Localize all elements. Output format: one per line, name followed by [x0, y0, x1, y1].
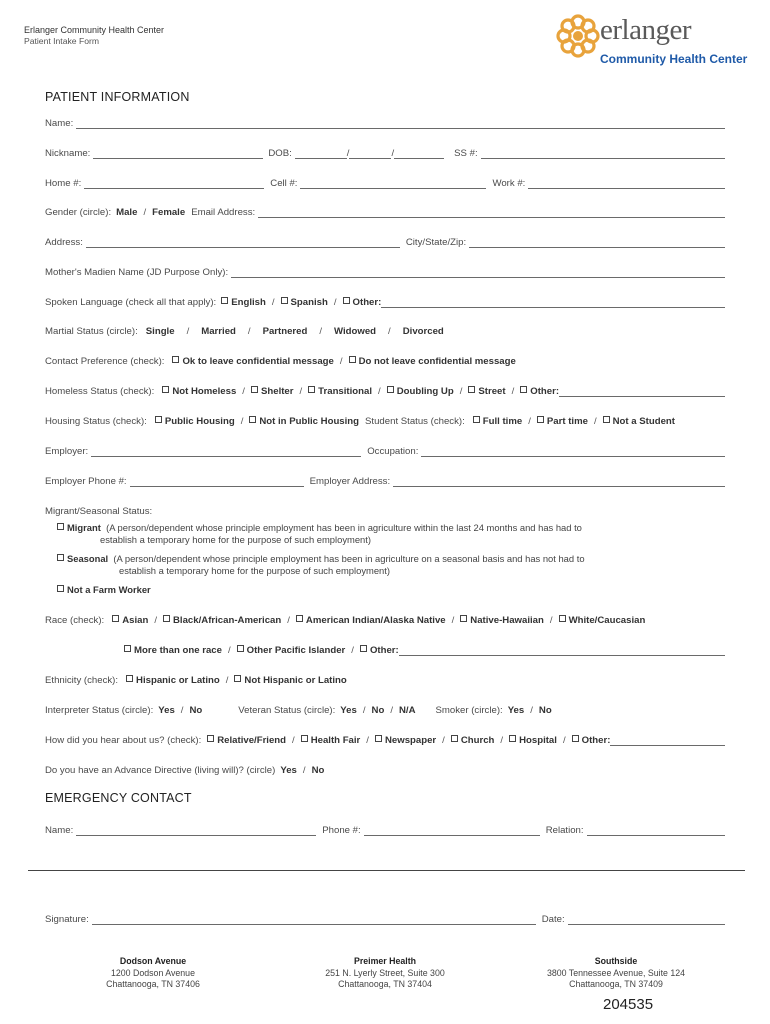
- advance-yes[interactable]: Yes: [280, 765, 297, 776]
- language-other-field[interactable]: [381, 297, 725, 308]
- not-student-text: Not a Student: [612, 416, 675, 427]
- marital-label: Martial Status (circle):: [45, 326, 138, 337]
- separator: /: [240, 416, 244, 427]
- row-name: [45, 115, 725, 129]
- separator: /: [292, 735, 295, 746]
- homeless-other[interactable]: [520, 386, 559, 397]
- separator: /: [319, 326, 323, 337]
- housing-public[interactable]: [155, 416, 235, 427]
- race-native-hawaiian[interactable]: [460, 615, 544, 626]
- shelter-text: Shelter: [260, 386, 294, 397]
- street-text: Street: [478, 386, 506, 397]
- hospital-text: Hospital: [519, 735, 557, 746]
- newspaper-text: Newspaper: [384, 735, 437, 746]
- cell-label: Cell #:: [270, 178, 298, 189]
- race-label: Race (check):: [45, 615, 105, 626]
- checkbox-icon: [163, 615, 170, 622]
- location-name: Dodson Avenue: [119, 956, 187, 966]
- checkbox-icon: [207, 735, 214, 742]
- veteran-na[interactable]: N/A: [398, 705, 416, 716]
- race-black[interactable]: [163, 615, 281, 626]
- location-city: Chattanooga, TN 37406: [106, 979, 200, 989]
- not-homeless-text: Not Homeless: [172, 386, 237, 397]
- language-english[interactable]: [221, 297, 266, 308]
- footer-location-dodson: [83, 956, 223, 991]
- footer-location-preimer: [305, 956, 465, 991]
- separator: /: [378, 386, 381, 397]
- marital-divorced[interactable]: Divorced: [402, 326, 444, 337]
- checkbox-icon: [57, 554, 64, 561]
- part-time-text: Part time: [546, 416, 588, 427]
- checkbox-icon: [375, 735, 382, 742]
- row-referral: [45, 732, 725, 746]
- ec-phone-field[interactable]: [364, 825, 540, 836]
- mothers-name-label: Mother's Madien Name (JD Purpose Only):: [45, 267, 229, 278]
- row-marital: [45, 323, 725, 337]
- separator: /: [227, 645, 231, 656]
- doubling-text: Doubling Up: [396, 386, 454, 397]
- checkbox-icon: [473, 416, 480, 423]
- employer-phone-field[interactable]: [130, 476, 304, 487]
- not-public-text: Not in Public Housing: [259, 416, 360, 427]
- checkbox-icon: [308, 386, 315, 393]
- advance-no[interactable]: No: [311, 765, 325, 776]
- veteran-label: Veteran Status (circle):: [238, 705, 336, 716]
- separator: /: [451, 615, 455, 626]
- form-name: Patient Intake Form: [24, 36, 99, 46]
- org-name: Erlanger Community Health Center: [24, 25, 165, 35]
- veteran-yes[interactable]: Yes: [340, 705, 357, 716]
- checkbox-icon: [237, 645, 244, 652]
- city-label: City/State/Zip:: [405, 237, 467, 248]
- referral-health-fair[interactable]: [301, 735, 361, 746]
- checkbox-icon: [251, 386, 258, 393]
- checkbox-icon: [520, 386, 527, 393]
- language-other[interactable]: [343, 297, 382, 308]
- separator: /: [593, 416, 597, 427]
- separator: /: [500, 735, 504, 746]
- work-label: Work #:: [492, 178, 526, 189]
- employer-phone-label: Employer Phone #:: [45, 476, 127, 487]
- homeless-street[interactable]: [468, 386, 505, 397]
- student-part[interactable]: [537, 416, 588, 427]
- checkbox-icon: [281, 297, 288, 304]
- separator: /: [242, 386, 245, 397]
- referral-relative[interactable]: [207, 735, 286, 746]
- dob-label: DOB:: [268, 148, 292, 159]
- occupation-field[interactable]: [421, 446, 725, 457]
- employer-address-label: Employer Address:: [309, 476, 391, 487]
- checkbox-icon: [509, 735, 516, 742]
- separator: /: [362, 705, 366, 716]
- migrant-definition-1: (A person/dependent whose principle employment has been in agriculture within the last 24 months and has had to: [106, 522, 582, 533]
- location-address: 3800 Tennessee Avenue, Suite 124: [546, 967, 686, 978]
- homeless-transitional[interactable]: [308, 386, 372, 397]
- checkbox-icon: [360, 645, 367, 652]
- checkbox-icon: [162, 386, 169, 393]
- checkbox-icon: [301, 735, 308, 742]
- gender-female[interactable]: Female: [152, 207, 186, 218]
- separator: /: [528, 416, 531, 427]
- ec-relation-label: Relation:: [545, 825, 584, 836]
- housing-label: Housing Status (check):: [45, 416, 147, 427]
- separator: /: [339, 356, 343, 367]
- email-field[interactable]: [258, 207, 725, 218]
- student-not[interactable]: [603, 416, 675, 427]
- not-farm-text: Not a Farm Worker: [67, 584, 151, 595]
- signature-field[interactable]: [92, 914, 536, 925]
- checkbox-icon: [537, 416, 544, 423]
- checkbox-icon: [172, 356, 179, 363]
- checkbox-icon: [468, 386, 475, 393]
- row-race-2: [124, 642, 725, 656]
- gender-label: Gender (circle):: [45, 207, 112, 218]
- ec-name-field[interactable]: [76, 825, 316, 836]
- homeless-doubling[interactable]: [387, 386, 454, 397]
- row-advance-directive: [45, 762, 725, 776]
- race-more[interactable]: [124, 645, 222, 656]
- race-other-field[interactable]: [399, 645, 725, 656]
- separator: /: [442, 735, 445, 746]
- location-city: Chattanooga, TN 37409: [569, 979, 663, 989]
- referral-church[interactable]: [451, 735, 495, 746]
- marital-partnered[interactable]: Partnered: [262, 326, 308, 337]
- logo-wordmark: erlanger: [600, 14, 691, 46]
- checkbox-icon: [349, 356, 356, 363]
- mothers-name-field[interactable]: [231, 267, 725, 278]
- row-nickname: [45, 145, 725, 159]
- seasonal-option[interactable]: [57, 553, 717, 577]
- ss-field[interactable]: [481, 148, 725, 159]
- ok-leave-text: Ok to leave confidential message: [182, 356, 334, 367]
- contact-ok[interactable]: [172, 356, 333, 367]
- section-patient-info: PATIENT INFORMATION: [45, 90, 190, 104]
- contact-label: Contact Preference (check):: [45, 356, 165, 367]
- separator: /: [225, 675, 229, 686]
- location-address: 251 N. Lyerly Street, Suite 300: [325, 967, 445, 978]
- location-name: Southside: [594, 956, 638, 966]
- gender-male[interactable]: Male: [116, 207, 138, 218]
- row-phones: [45, 175, 725, 189]
- homeless-label: Homeless Status (check):: [45, 386, 155, 397]
- white-text: White/Caucasian: [568, 615, 646, 626]
- separator: /: [302, 765, 306, 776]
- native-hawaiian-text: Native-Hawaiian: [470, 615, 544, 626]
- erlanger-logo: [556, 12, 756, 70]
- smoker-label: Smoker (circle):: [435, 705, 503, 716]
- interpreter-yes[interactable]: Yes: [158, 705, 175, 716]
- student-full[interactable]: [473, 416, 522, 427]
- veteran-no[interactable]: No: [371, 705, 385, 716]
- row-race: [45, 612, 725, 626]
- separator: /: [549, 615, 553, 626]
- referral-other[interactable]: [572, 735, 611, 746]
- email-label: Email Address:: [191, 207, 256, 218]
- date-label: Date:: [541, 914, 565, 925]
- other-text: Other:: [369, 645, 399, 656]
- health-fair-text: Health Fair: [310, 735, 361, 746]
- row-mothers-name: [45, 264, 725, 278]
- referral-label: How did you hear about us? (check):: [45, 735, 202, 746]
- row-address: [45, 234, 725, 248]
- location-name: Preimer Health: [353, 956, 417, 966]
- row-interpreter: [45, 702, 725, 716]
- referral-hospital[interactable]: [509, 735, 557, 746]
- seasonal-definition-2: establish a temporary home for the purpose of such employment): [119, 565, 390, 576]
- ethnicity-label: Ethnicity (check):: [45, 675, 119, 686]
- checkbox-icon: [112, 615, 119, 622]
- footer-location-southside: [528, 956, 704, 991]
- section-emergency-contact: EMERGENCY CONTACT: [45, 791, 192, 805]
- row-employer: [45, 443, 725, 457]
- separator: /: [299, 386, 303, 397]
- checkbox-icon: [57, 523, 64, 530]
- dob-day-field[interactable]: [346, 148, 391, 159]
- occupation-label: Occupation:: [367, 446, 419, 457]
- checkbox-icon: [603, 416, 610, 423]
- no-leave-text: Do not leave confidential message: [358, 356, 516, 367]
- spanish-text: Spanish: [290, 297, 328, 308]
- pacific-text: Other Pacific Islander: [246, 645, 346, 656]
- row-migrant-status: [45, 503, 725, 517]
- form-code: 204535: [603, 996, 654, 1013]
- checkbox-icon: [572, 735, 579, 742]
- row-employer-phone: [45, 473, 725, 487]
- city-field[interactable]: [469, 237, 725, 248]
- separator: /: [154, 615, 157, 626]
- separator: /: [287, 615, 290, 626]
- migrant-option[interactable]: [57, 522, 717, 546]
- checkbox-icon: [343, 297, 350, 304]
- ec-relation-field[interactable]: [587, 825, 725, 836]
- date-field[interactable]: [568, 914, 725, 925]
- cell-phone-field[interactable]: [300, 178, 486, 189]
- asian-text: Asian: [122, 615, 149, 626]
- checkbox-icon: [559, 615, 566, 622]
- flower-logo-icon: [556, 14, 600, 58]
- more-race-text: More than one race: [134, 645, 222, 656]
- checkbox-icon: [451, 735, 458, 742]
- ec-phone-label: Phone #:: [322, 825, 361, 836]
- other-text: Other:: [530, 386, 560, 397]
- nickname-label: Nickname:: [45, 148, 91, 159]
- dob-slash: /: [391, 148, 395, 159]
- employer-field[interactable]: [91, 446, 361, 457]
- row-contact-pref: [45, 353, 725, 367]
- separator: /: [186, 326, 190, 337]
- home-label: Home #:: [45, 178, 82, 189]
- not-hispanic-text: Not Hispanic or Latino: [244, 675, 347, 686]
- ethnicity-not-hispanic[interactable]: [234, 675, 346, 686]
- checkbox-icon: [387, 386, 394, 393]
- smoker-no[interactable]: No: [538, 705, 552, 716]
- homeless-not[interactable]: [162, 386, 236, 397]
- marital-widowed[interactable]: Widowed: [334, 326, 377, 337]
- american-indian-text: American Indian/Alaska Native: [305, 615, 446, 626]
- migrant-definition-2: establish a temporary home for the purpose of such employment): [100, 534, 371, 545]
- name-field[interactable]: [76, 118, 725, 129]
- row-emergency: [45, 822, 725, 836]
- seasonal-definition-1: (A person/dependent whose principle employment has been in agriculture on a seasonal basis and has not had to: [113, 553, 585, 564]
- full-time-text: Full time: [482, 416, 523, 427]
- checkbox-icon: [221, 297, 228, 304]
- advance-directive-label: Do you have an Advance Directive (living will)? (circle): [45, 765, 276, 776]
- separator: /: [247, 326, 251, 337]
- checkbox-icon: [126, 675, 133, 682]
- logo-subtitle: Community Health Center: [600, 52, 748, 66]
- location-address: 1200 Dodson Avenue: [111, 967, 195, 978]
- student-label: Student Status (check):: [365, 416, 465, 427]
- black-text: Black/African-American: [173, 615, 282, 626]
- other-text: Other:: [352, 297, 382, 308]
- checkbox-icon: [57, 585, 64, 592]
- public-housing-text: Public Housing: [164, 416, 235, 427]
- row-ethnicity: [45, 672, 725, 686]
- row-signature: [45, 911, 725, 925]
- housing-not-public[interactable]: [249, 416, 359, 427]
- separator: /: [143, 207, 147, 218]
- dob-month-field[interactable]: [295, 148, 347, 159]
- row-homeless: [45, 383, 725, 397]
- marital-married[interactable]: Married: [201, 326, 236, 337]
- checkbox-icon: [155, 416, 162, 423]
- separator: /: [562, 735, 566, 746]
- separator: /: [388, 326, 391, 337]
- checkbox-icon: [234, 675, 241, 682]
- interpreter-label: Interpreter Status (circle):: [45, 705, 154, 716]
- smoker-yes[interactable]: Yes: [507, 705, 525, 716]
- ec-name-label: Name:: [45, 825, 74, 836]
- relative-text: Relative/Friend: [217, 735, 287, 746]
- contact-no[interactable]: [349, 356, 516, 367]
- transitional-text: Transitional: [318, 386, 373, 397]
- migrant-text: Migrant: [67, 522, 101, 533]
- migrant-status-label: Migrant/Seasonal Status:: [45, 506, 153, 517]
- location-city: Chattanooga, TN 37404: [338, 979, 432, 989]
- homeless-other-field[interactable]: [559, 386, 725, 397]
- employer-label: Employer:: [45, 446, 89, 457]
- checkbox-icon: [249, 416, 256, 423]
- separator: /: [333, 297, 337, 308]
- english-text: English: [231, 297, 266, 308]
- seasonal-text: Seasonal: [67, 553, 109, 564]
- not-farm-option[interactable]: [57, 584, 717, 596]
- employer-address-field[interactable]: [393, 476, 725, 487]
- divider: [28, 870, 745, 871]
- interpreter-no[interactable]: No: [189, 705, 203, 716]
- separator: /: [459, 386, 463, 397]
- work-phone-field[interactable]: [528, 178, 725, 189]
- dob-slash: /: [346, 148, 350, 159]
- checkbox-icon: [460, 615, 467, 622]
- separator: /: [511, 386, 515, 397]
- race-other[interactable]: [360, 645, 399, 656]
- race-white[interactable]: [559, 615, 646, 626]
- ss-label: SS #:: [454, 148, 478, 159]
- language-spanish[interactable]: [281, 297, 328, 308]
- hispanic-text: Hispanic or Latino: [136, 675, 220, 686]
- row-gender: [45, 204, 725, 218]
- nickname-field[interactable]: [93, 148, 263, 159]
- ethnicity-hispanic[interactable]: [126, 675, 220, 686]
- address-field[interactable]: [86, 237, 400, 248]
- separator: /: [366, 735, 369, 746]
- church-text: Church: [460, 735, 495, 746]
- referral-other-field[interactable]: [610, 735, 725, 746]
- separator: /: [530, 705, 533, 716]
- race-american-indian[interactable]: [296, 615, 446, 626]
- homeless-shelter[interactable]: [251, 386, 294, 397]
- race-asian[interactable]: [112, 615, 148, 626]
- address-label: Address:: [45, 237, 83, 248]
- separator: /: [351, 645, 354, 656]
- separator: /: [390, 705, 393, 716]
- row-language: [45, 294, 725, 308]
- home-phone-field[interactable]: [84, 178, 264, 189]
- race-pacific[interactable]: [237, 645, 346, 656]
- checkbox-icon: [124, 645, 131, 652]
- other-text: Other:: [581, 735, 611, 746]
- separator: /: [180, 705, 184, 716]
- marital-single[interactable]: Single: [145, 326, 175, 337]
- row-housing: [45, 413, 725, 427]
- checkbox-icon: [296, 615, 303, 622]
- referral-newspaper[interactable]: [375, 735, 436, 746]
- dob-year-field[interactable]: [394, 148, 444, 159]
- signature-label: Signature:: [45, 914, 89, 925]
- separator: /: [271, 297, 275, 308]
- language-label: Spoken Language (check all that apply):: [45, 297, 217, 308]
- name-label: Name:: [45, 118, 74, 129]
